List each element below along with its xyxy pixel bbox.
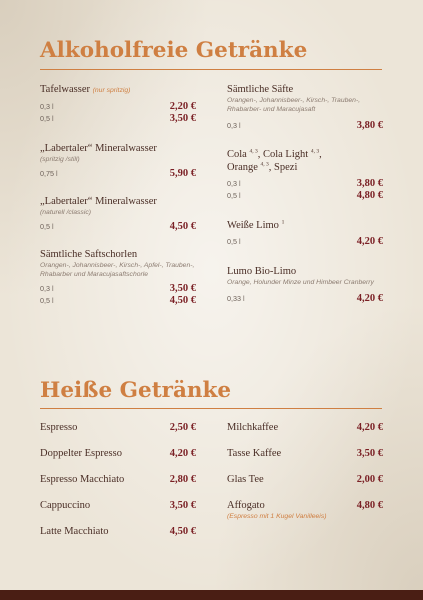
item-size: 0,5 l <box>227 191 241 200</box>
item-price: 2,00 € <box>356 474 383 485</box>
item-price: 3,50 € <box>169 500 196 511</box>
item-size: 0,3 l <box>40 284 54 293</box>
item-name: Tafelwasser <box>40 84 90 95</box>
item-size: 0,5 l <box>40 222 54 231</box>
hot-drinks-right-column <box>227 421 383 521</box>
item-price: 3,50 € <box>169 283 196 294</box>
cold-drinks-right-column <box>227 83 383 305</box>
item-name: Weiße Limo $^1$ <box>227 219 285 231</box>
item-price: 4,20 € <box>356 293 383 304</box>
size-price-row <box>40 295 196 307</box>
size-price-row <box>40 283 196 295</box>
item-price: 3,80 € <box>356 120 383 131</box>
item-price: 2,20 € <box>169 101 196 112</box>
item-size: 0,75 l <box>40 169 58 178</box>
item-price: 4,20 € <box>356 236 383 247</box>
size-price-row <box>227 120 383 132</box>
item-price: 4,50 € <box>169 526 196 537</box>
item-name: Latte Macchiato <box>40 526 109 537</box>
menu-item-latte-macchiato <box>40 525 196 538</box>
item-size: 0,5 l <box>227 237 241 246</box>
size-price-row <box>40 113 196 125</box>
size-price-row <box>227 190 383 202</box>
menu-item-labertaler-naturell <box>40 195 196 233</box>
size-price-row <box>227 178 383 190</box>
item-name: Affogato <box>227 500 265 511</box>
item-size: 0,33 l <box>227 294 245 303</box>
item-note: (Espresso mit 1 Kugel Vanilleeis) <box>227 513 327 520</box>
item-price: 3,50 € <box>169 113 196 124</box>
footer-bar <box>0 590 423 600</box>
menu-item-bio-limo <box>227 265 383 305</box>
menu-item-affogato <box>227 499 383 521</box>
item-price: 2,50 € <box>169 422 196 433</box>
menu-item-milchkaffee <box>227 421 383 434</box>
item-note: (nur spritzig) <box>92 87 131 94</box>
menu-item-espresso-macchiato <box>40 473 196 486</box>
item-price: 4,50 € <box>169 295 196 306</box>
section-divider <box>40 408 382 409</box>
item-price: 4,20 € <box>169 448 196 459</box>
menu-item-labertaler-spritzig <box>40 142 196 180</box>
item-name: Espresso Macchiato <box>40 474 125 485</box>
menu-item-tafelwasser <box>40 83 196 125</box>
item-price: 3,80 € <box>356 178 383 189</box>
item-price: 4,50 € <box>169 221 196 232</box>
menu-item-doppelter-espresso <box>40 447 196 460</box>
item-name: Tasse Kaffee <box>227 448 282 459</box>
item-name: Glas Tee <box>227 474 264 485</box>
menu-item-weisse-limo <box>227 219 383 248</box>
item-name: Cappuccino <box>40 500 91 511</box>
item-note: (naturell /classic) <box>40 209 91 216</box>
item-name: Lumo Bio-Limo <box>227 266 297 277</box>
size-price-row <box>227 293 383 305</box>
item-note: Orangen-, Johannisbeer-, Kirsch-, Trauben-, Rhabarber- und Maracujasaft <box>227 97 361 113</box>
item-name: Milchkaffee <box>227 422 279 433</box>
size-price-row <box>40 168 196 180</box>
menu-item-cola-orange-spezi <box>227 148 383 202</box>
menu-item-cappuccino <box>40 499 196 512</box>
item-price: 4,80 € <box>356 190 383 201</box>
size-price-row <box>40 221 196 233</box>
item-price: 3,50 € <box>356 448 383 459</box>
item-size: 0,3 l <box>227 121 241 130</box>
size-price-row <box>227 236 383 248</box>
item-size: 0,3 l <box>40 102 54 111</box>
section-divider <box>40 69 382 70</box>
hot-drinks-left-column <box>40 421 196 538</box>
item-note: Orangen-, Johannisbeer-, Kirsch-, Apfel-, Trauben-, Rhabarber und Maracujasaftschorle <box>40 262 195 278</box>
menu-item-espresso <box>40 421 196 434</box>
item-note: (spritzig /still) <box>40 156 80 163</box>
item-note: Orange, Holunder Minze und Himbeer Cranberry <box>227 279 374 286</box>
item-size: 0,3 l <box>227 179 241 188</box>
item-size: 0,5 l <box>40 296 54 305</box>
menu-item-glas-tee <box>227 473 383 486</box>
menu-item-saftschorlen <box>40 248 196 307</box>
item-price: 4,80 € <box>356 500 383 511</box>
section-title-cold-drinks: Alkoholfreie Getränke <box>40 38 308 63</box>
section-title-hot-drinks: Heiße Getränke <box>40 378 232 403</box>
item-name: Espresso <box>40 422 78 433</box>
item-name: „Labertaler“ Mineralwasser <box>40 143 157 154</box>
item-name: Sämtliche Saftschorlen <box>40 249 138 260</box>
menu-item-tasse-kaffee <box>227 447 383 460</box>
menu-item-saefte <box>227 83 383 132</box>
item-name: „Labertaler“ Mineralwasser <box>40 196 157 207</box>
item-name: Sämtliche Säfte <box>227 84 294 95</box>
item-name: Cola $^{4, 3}$, Cola Light $^{4, 3}$, Orange $^{4, 3}$, Spezi <box>227 148 322 173</box>
size-price-row <box>40 101 196 113</box>
item-price: 4,20 € <box>356 422 383 433</box>
item-size: 0,5 l <box>40 114 54 123</box>
item-price: 5,90 € <box>169 168 196 179</box>
cold-drinks-left-column <box>40 83 196 307</box>
item-price: 2,80 € <box>169 474 196 485</box>
item-name: Doppelter Espresso <box>40 448 122 459</box>
